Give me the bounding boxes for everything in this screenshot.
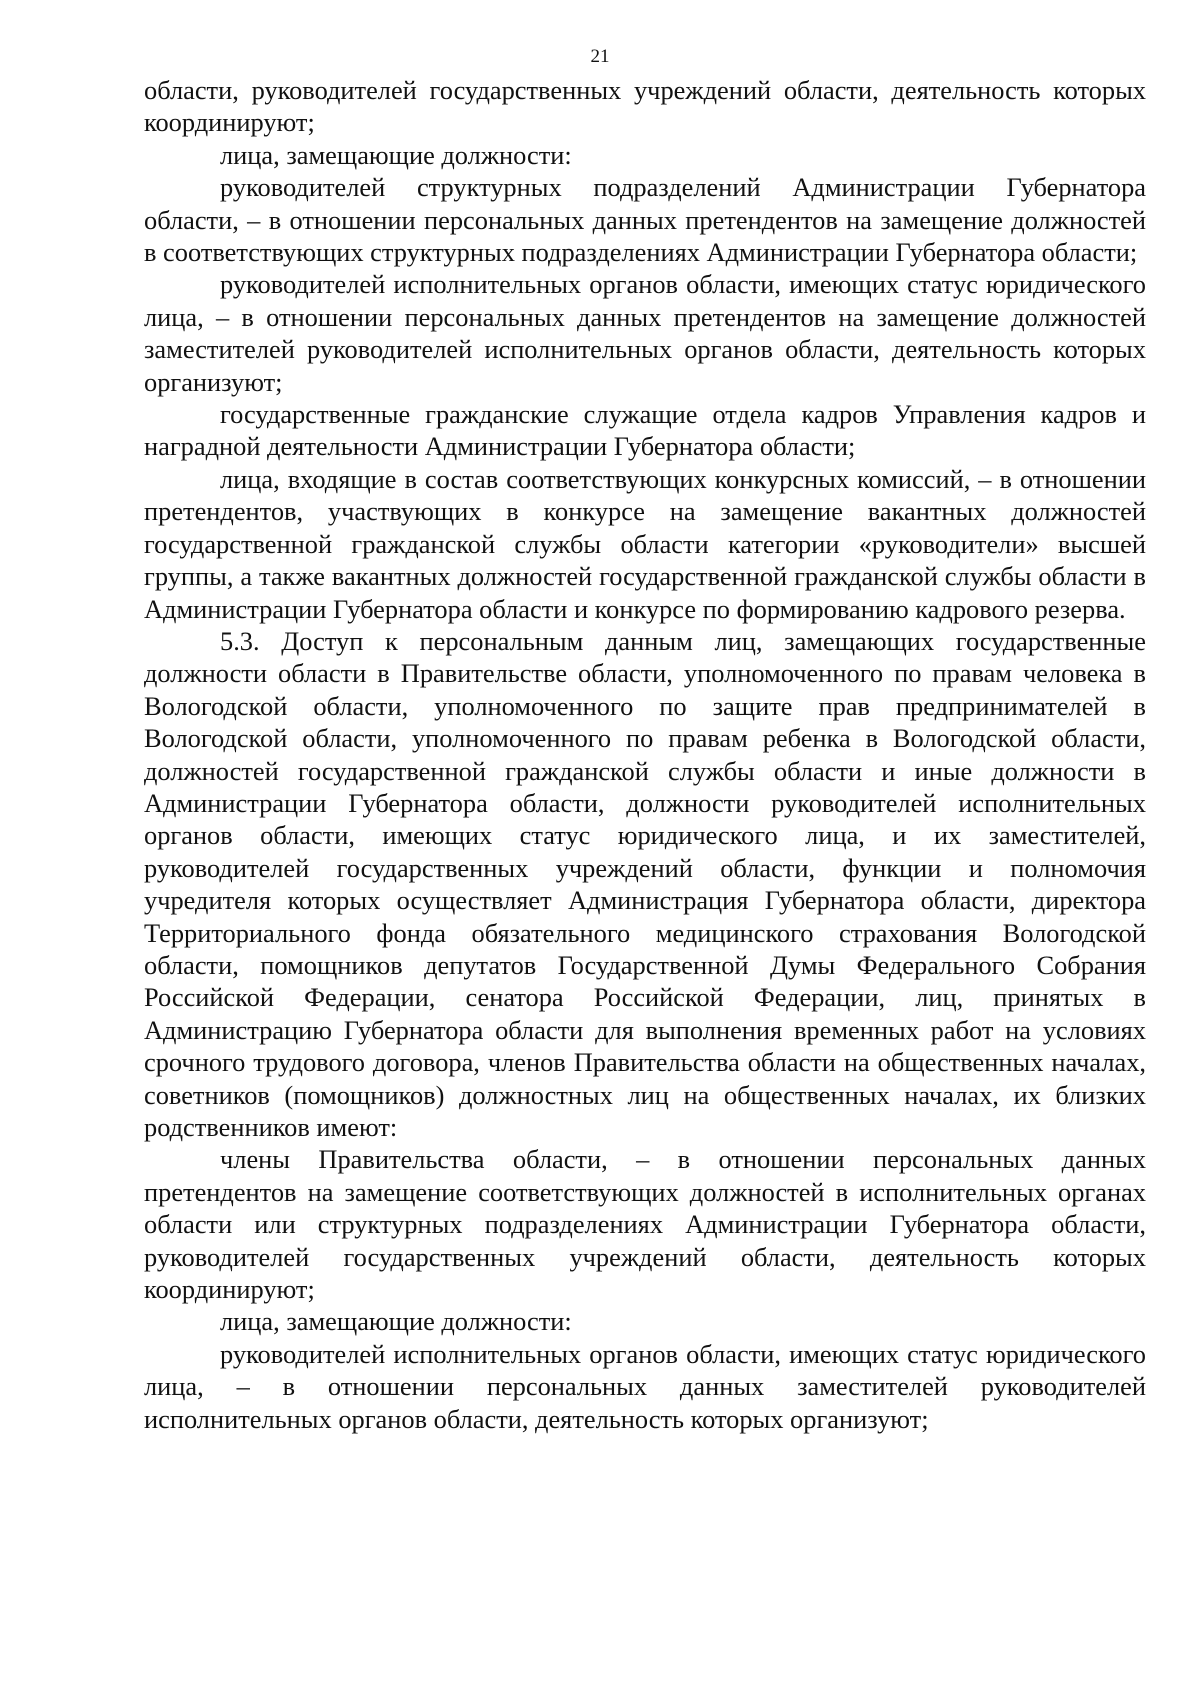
paragraph: руководителей структурных подразделений Администрации Губернатора области, – в отношении персональных данных претендентов на замещение должностей в соответствующих структурных подразделениях Администрации Губернатора области; [144,172,1146,268]
paragraph: руководителей исполнительных органов области, имеющих статус юридического лица, – в отношении персональных данных претендентов на замещение должностей заместителей руководителей исполнительных органов области, деятельность которых организуют; [144,269,1146,397]
section-5-3-paragraph: 5.3. Доступ к персональным данным лиц, замещающих государственные должности области в Правительстве области, уполномоченного по правам человека в Вологодской области, уполномоченного по защите прав предпринимателей в Вологодской области, уполномоченного по правам ребенка в Вологодской области, должностей государственной гражданской службы области и иные должности в Администрации Губернатора области, должности руководителей исполнительных органов области, имеющих статус юридического лица, и их заместителей, руководителей государственных учреждений области, функции и полномочия учредителя которых осуществляет Администрация Губернатора области, директора Территориального фонда обязательного медицинского страхования Вологодской области, помощников депутатов Государственной Думы Федерального Собрания Российской Федерации, сенатора Российской Федерации, лиц, принятых в Администрацию Губернатора области для выполнения временных работ на условиях срочного трудового договора, членов Правительства области на общественных началах, советников (помощников) должностных лиц на общественных началах, их близких родственников имеют: [144,625,1146,1142]
paragraph: лица, замещающие должности: [220,1306,572,1337]
page-number: 21 [590,46,610,67]
paragraph: члены Правительства области, – в отношении персональных данных претендентов на замещение соответствующих должностей в исполнительных органах области или структурных подразделениях Администрации Губернатора области, руководителей государственных учреждений области, деятельность которых координируют; [144,1144,1146,1305]
paragraph: лица, замещающие должности: [220,139,572,170]
paragraph: лица, входящие в состав соответствующих конкурсных комиссий, – в отношении претендентов, участвующих в конкурсе на замещение вакантных должностей государственной гражданской службы области категории «руководители» высшей группы, а также вакантных должностей государственной гражданской службы области в Администрации Губернатора области и конкурсе по формированию кадрового резерва. [144,463,1146,624]
paragraph: государственные гражданские служащие отдела кадров Управления кадров и наградной деятельности Администрации Губернатора области; [144,399,1146,462]
paragraph-continuation: области, руководителей государственных учреждений области, деятельность которых координируют; [144,75,1146,138]
paragraph: руководителей исполнительных органов области, имеющих статус юридического лица, – в отношении персональных данных заместителей руководителей исполнительных органов области, деятельность которых организуют; [144,1338,1146,1434]
document-body [144,74,1146,1435]
